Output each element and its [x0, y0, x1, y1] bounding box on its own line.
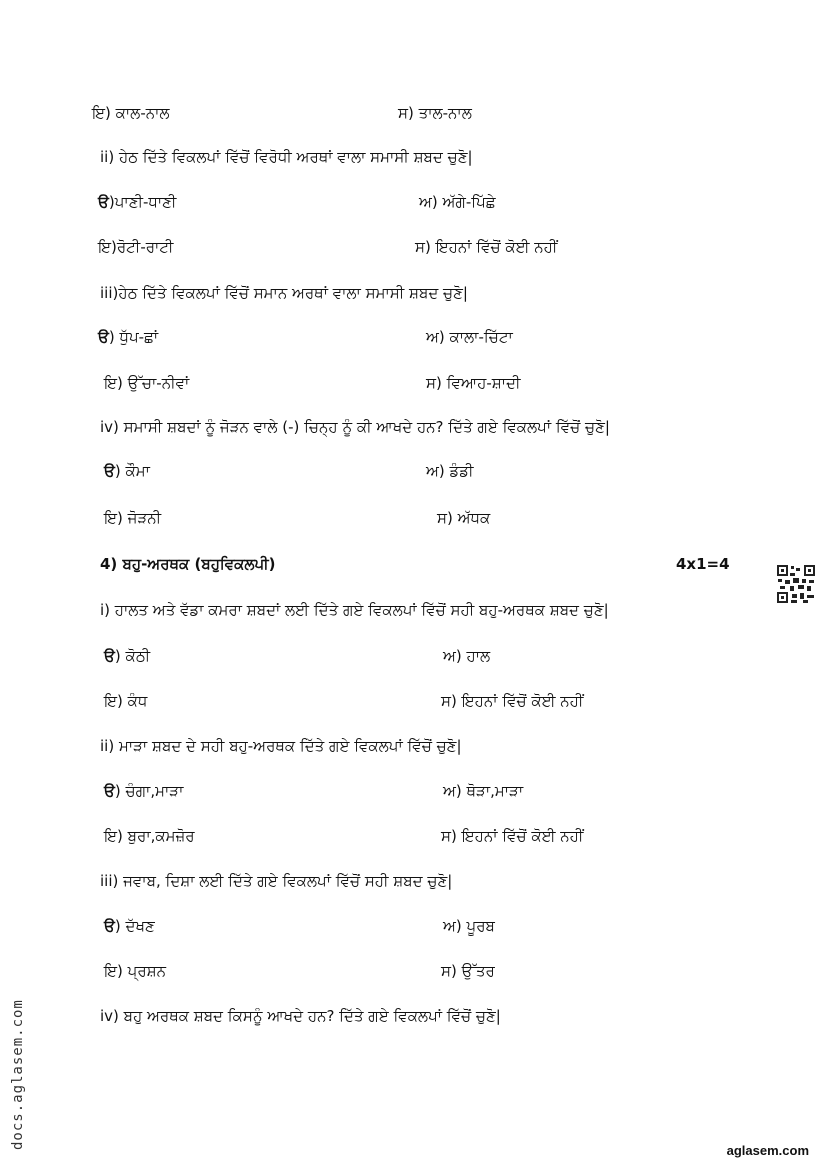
option-c: ਇ) ਉੱਚਾ-ਨੀਵਾਂ: [104, 374, 190, 392]
option-c: ਇ) ਕਾਲ-ਨਾਲ: [92, 104, 170, 122]
option-d: ਸ) ਇਹਨਾਂ ਵਿੱਚੋਂ ਕੋਈ ਨਹੀਂ: [415, 238, 558, 256]
option-a-letter: ੳ: [98, 328, 109, 346]
option-a-letter: ੳ: [104, 647, 115, 665]
option-c: ਇ) ਕੰਧ: [104, 692, 148, 710]
option-d: ਸ) ਇਹਨਾਂ ਵਿੱਚੋਂ ਕੋਈ ਨਹੀਂ: [441, 692, 584, 710]
question-4-ii: ii) ਮਾੜਾ ਸ਼ਬਦ ਦੇ ਸਹੀ ਬਹੁ-ਅਰਥਕ ਦਿੱਤੇ ਗਏ ਵਿਕਲਪਾਂ ਵਿੱਚੋਂ ਚੁਣੋ|: [100, 737, 462, 755]
option-a: [104, 781, 183, 801]
question-4-i: i) ਹਾਲਤ ਅਤੇ ਵੱਡਾ ਕਮਰਾ ਸ਼ਬਦਾਂ ਲਈ ਦਿੱਤੇ ਗਏ ਵਿਕਲਪਾਂ ਵਿੱਚੋਂ ਸਹੀ ਬਹੁ-ਅਰਥਕ ਸ਼ਬਦ ਚੁਣੋ|: [100, 601, 609, 619]
option-b: ਅ) ਪੂਰਬ: [443, 917, 495, 935]
option-c: ਇ)ਰੋਟੀ-ਰਾਟੀ: [98, 238, 174, 256]
option-b: ਅ) ਡੰਡੀ: [426, 462, 474, 480]
option-d: ਸ) ਤਾਲ-ਨਾਲ: [398, 104, 472, 122]
option-a: [104, 646, 150, 666]
side-watermark: docs.aglasem.com: [10, 999, 26, 1150]
option-a-text: )ਪਾਣੀ-ਧਾਣੀ: [108, 193, 177, 211]
option-b: ਅ) ਥੋੜਾ,ਮਾੜਾ: [443, 782, 524, 800]
qr-code-icon: [776, 564, 816, 604]
footer-brand: aglasem.com: [726, 1143, 809, 1158]
question-3-iv: iv) ਸਮਾਸੀ ਸ਼ਬਦਾਂ ਨੂੰ ਜੋੜਨ ਵਾਲੇ (-) ਚਿਨ੍ਹ ਨੂੰ ਕੀ ਆਖਦੇ ਹਨ? ਦਿੱਤੇ ਗਏ ਵਿਕਲਪਾਂ ਵਿੱਚੋਂ ਚੁਣੋ|: [100, 418, 610, 436]
option-a: [104, 916, 155, 936]
option-a-letter: ੳ: [104, 917, 115, 935]
option-a: [104, 461, 150, 481]
question-3-iii: iii)ਹੇਠ ਦਿੱਤੇ ਵਿਕਲਪਾਂ ਵਿੱਚੋਂ ਸਮਾਨ ਅਰਥਾਂ ਵਾਲਾ ਸਮਾਸੀ ਸ਼ਬਦ ਚੁਣੋ|: [100, 284, 468, 302]
option-d: ਸ) ਅੱਧਕ: [437, 509, 491, 527]
option-d: ਸ) ਉੱਤਰ: [441, 962, 495, 980]
option-a-letter: ੳ: [104, 782, 115, 800]
option-c: ਇ) ਜੋੜਨੀ: [104, 509, 162, 527]
option-a: [98, 327, 158, 347]
option-a-letter: ੳ: [104, 462, 115, 480]
option-a-text: ) ਦੱਖਣ: [114, 917, 155, 935]
option-d: ਸ) ਵਿਆਹ-ਸ਼ਾਦੀ: [426, 374, 521, 392]
option-a-letter: ੳ: [98, 193, 109, 211]
option-d: ਸ) ਇਹਨਾਂ ਵਿੱਚੋਂ ਕੋਈ ਨਹੀਂ: [441, 827, 584, 845]
option-a-text: ) ਕੋਠੀ: [114, 647, 151, 665]
option-a-text: ) ਚੰਗਾ,ਮਾੜਾ: [114, 782, 184, 800]
section-title: 4) ਬਹੁ-ਅਰਥਕ (ਬਹੁਵਿਕਲਪੀ): [100, 555, 276, 573]
question-3-ii: ii) ਹੇਠ ਦਿੱਤੇ ਵਿਕਲਪਾਂ ਵਿੱਚੋਂ ਵਿਰੋਧੀ ਅਰਥਾਂ ਵਾਲਾ ਸਮਾਸੀ ਸ਼ਬਦ ਚੁਣੋ|: [100, 148, 473, 166]
option-b: ਅ) ਹਾਲ: [443, 647, 491, 665]
question-4-iv: iv) ਬਹੁ ਅਰਥਕ ਸ਼ਬਦ ਕਿਸਨੂੰ ਆਖਦੇ ਹਨ? ਦਿੱਤੇ ਗਏ ਵਿਕਲਪਾਂ ਵਿੱਚੋਂ ਚੁਣੋ|: [100, 1007, 501, 1025]
option-a: [98, 192, 176, 212]
option-c: ਇ) ਪ੍ਰਸ਼ਨ: [104, 962, 166, 980]
option-c: ਇ) ਬੁਰਾ,ਕਮਜ਼ੋਰ: [104, 827, 195, 845]
section-marks: 4x1=4: [676, 555, 730, 573]
option-b: ਅ) ਅੱਗੇ-ਪਿੱਛੇ: [419, 193, 496, 211]
option-a-text: ) ਧੁੱਪ-ਛਾਂ: [108, 328, 159, 346]
option-b: ਅ) ਕਾਲਾ-ਚਿੱਟਾ: [426, 328, 513, 346]
option-a-text: ) ਕੌਮਾ: [114, 462, 150, 480]
question-4-iii: iii) ਜਵਾਬ, ਦਿਸ਼ਾ ਲਈ ਦਿੱਤੇ ਗਏ ਵਿਕਲਪਾਂ ਵਿੱਚੋਂ ਸਹੀ ਸ਼ਬਦ ਚੁਣੋ|: [100, 872, 453, 890]
